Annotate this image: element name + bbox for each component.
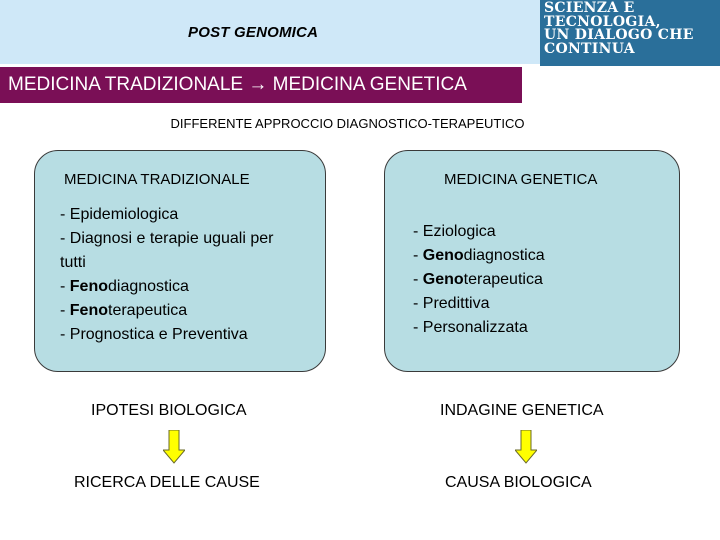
list-item <box>413 220 663 244</box>
title-right: MEDICINA GENETICA <box>272 74 467 95</box>
item-rest: terapeutica <box>463 271 543 288</box>
item-text: - Diagnosi e terapie uguali per tutti <box>60 230 274 271</box>
logo-line: SCIENZA E <box>544 0 635 16</box>
item-bold: Geno <box>422 271 464 288</box>
item-text: - Prognostica e Preventiva <box>60 326 248 343</box>
genetic-medicine-box <box>384 150 680 372</box>
item-text: - Epidemiologica <box>60 206 179 223</box>
list-item <box>413 268 663 292</box>
page-title: POST GENOMICA <box>188 24 319 41</box>
title-bar <box>0 67 522 103</box>
right-flow-top: INDAGINE GENETICA <box>440 402 604 419</box>
item-bold: Feno <box>69 302 108 319</box>
feature-list <box>413 220 663 340</box>
item-bold: Geno <box>422 247 464 264</box>
logo <box>540 0 720 66</box>
list-item <box>60 299 300 323</box>
item-text: - Predittiva <box>413 295 490 312</box>
logo-line: CONTINUA <box>544 40 635 57</box>
list-item <box>60 203 300 227</box>
traditional-medicine-box <box>34 150 326 372</box>
box-title: MEDICINA TRADIZIONALE <box>64 171 250 188</box>
item-text: - <box>413 247 423 264</box>
down-arrow-icon <box>163 430 185 464</box>
list-item <box>413 244 663 268</box>
item-text: - <box>413 271 423 288</box>
list-item <box>413 292 663 316</box>
list-item <box>60 227 300 275</box>
list-item <box>413 316 663 340</box>
left-flow-bottom: RICERCA DELLE CAUSE <box>74 474 260 491</box>
list-item <box>60 323 300 347</box>
title-left: MEDICINA TRADIZIONALE <box>8 74 244 95</box>
item-bold: Feno <box>69 278 108 295</box>
right-flow-bottom: CAUSA BIOLOGICA <box>445 474 592 491</box>
box-title: MEDICINA GENETICA <box>444 171 598 188</box>
item-rest: terapeutica <box>108 302 188 319</box>
list-item <box>60 275 300 299</box>
item-rest: diagnostica <box>108 278 189 295</box>
subtitle: DIFFERENTE APPROCCIO DIAGNOSTICO-TERAPEUTICO <box>170 116 525 131</box>
logo-line: UN DIALOGO CHE <box>544 27 694 43</box>
feature-list <box>60 203 300 347</box>
item-text: - Personalizzata <box>413 319 528 336</box>
right-arrow-icon: → <box>248 74 268 95</box>
item-text: - <box>60 278 70 295</box>
item-rest: diagnostica <box>463 247 545 264</box>
item-text: - Eziologica <box>413 223 496 240</box>
logo-line: TECNOLOGIA, <box>544 13 661 30</box>
left-flow-top: IPOTESI BIOLOGICA <box>91 402 247 419</box>
down-arrow-icon <box>515 430 537 464</box>
item-text: - <box>60 302 70 319</box>
